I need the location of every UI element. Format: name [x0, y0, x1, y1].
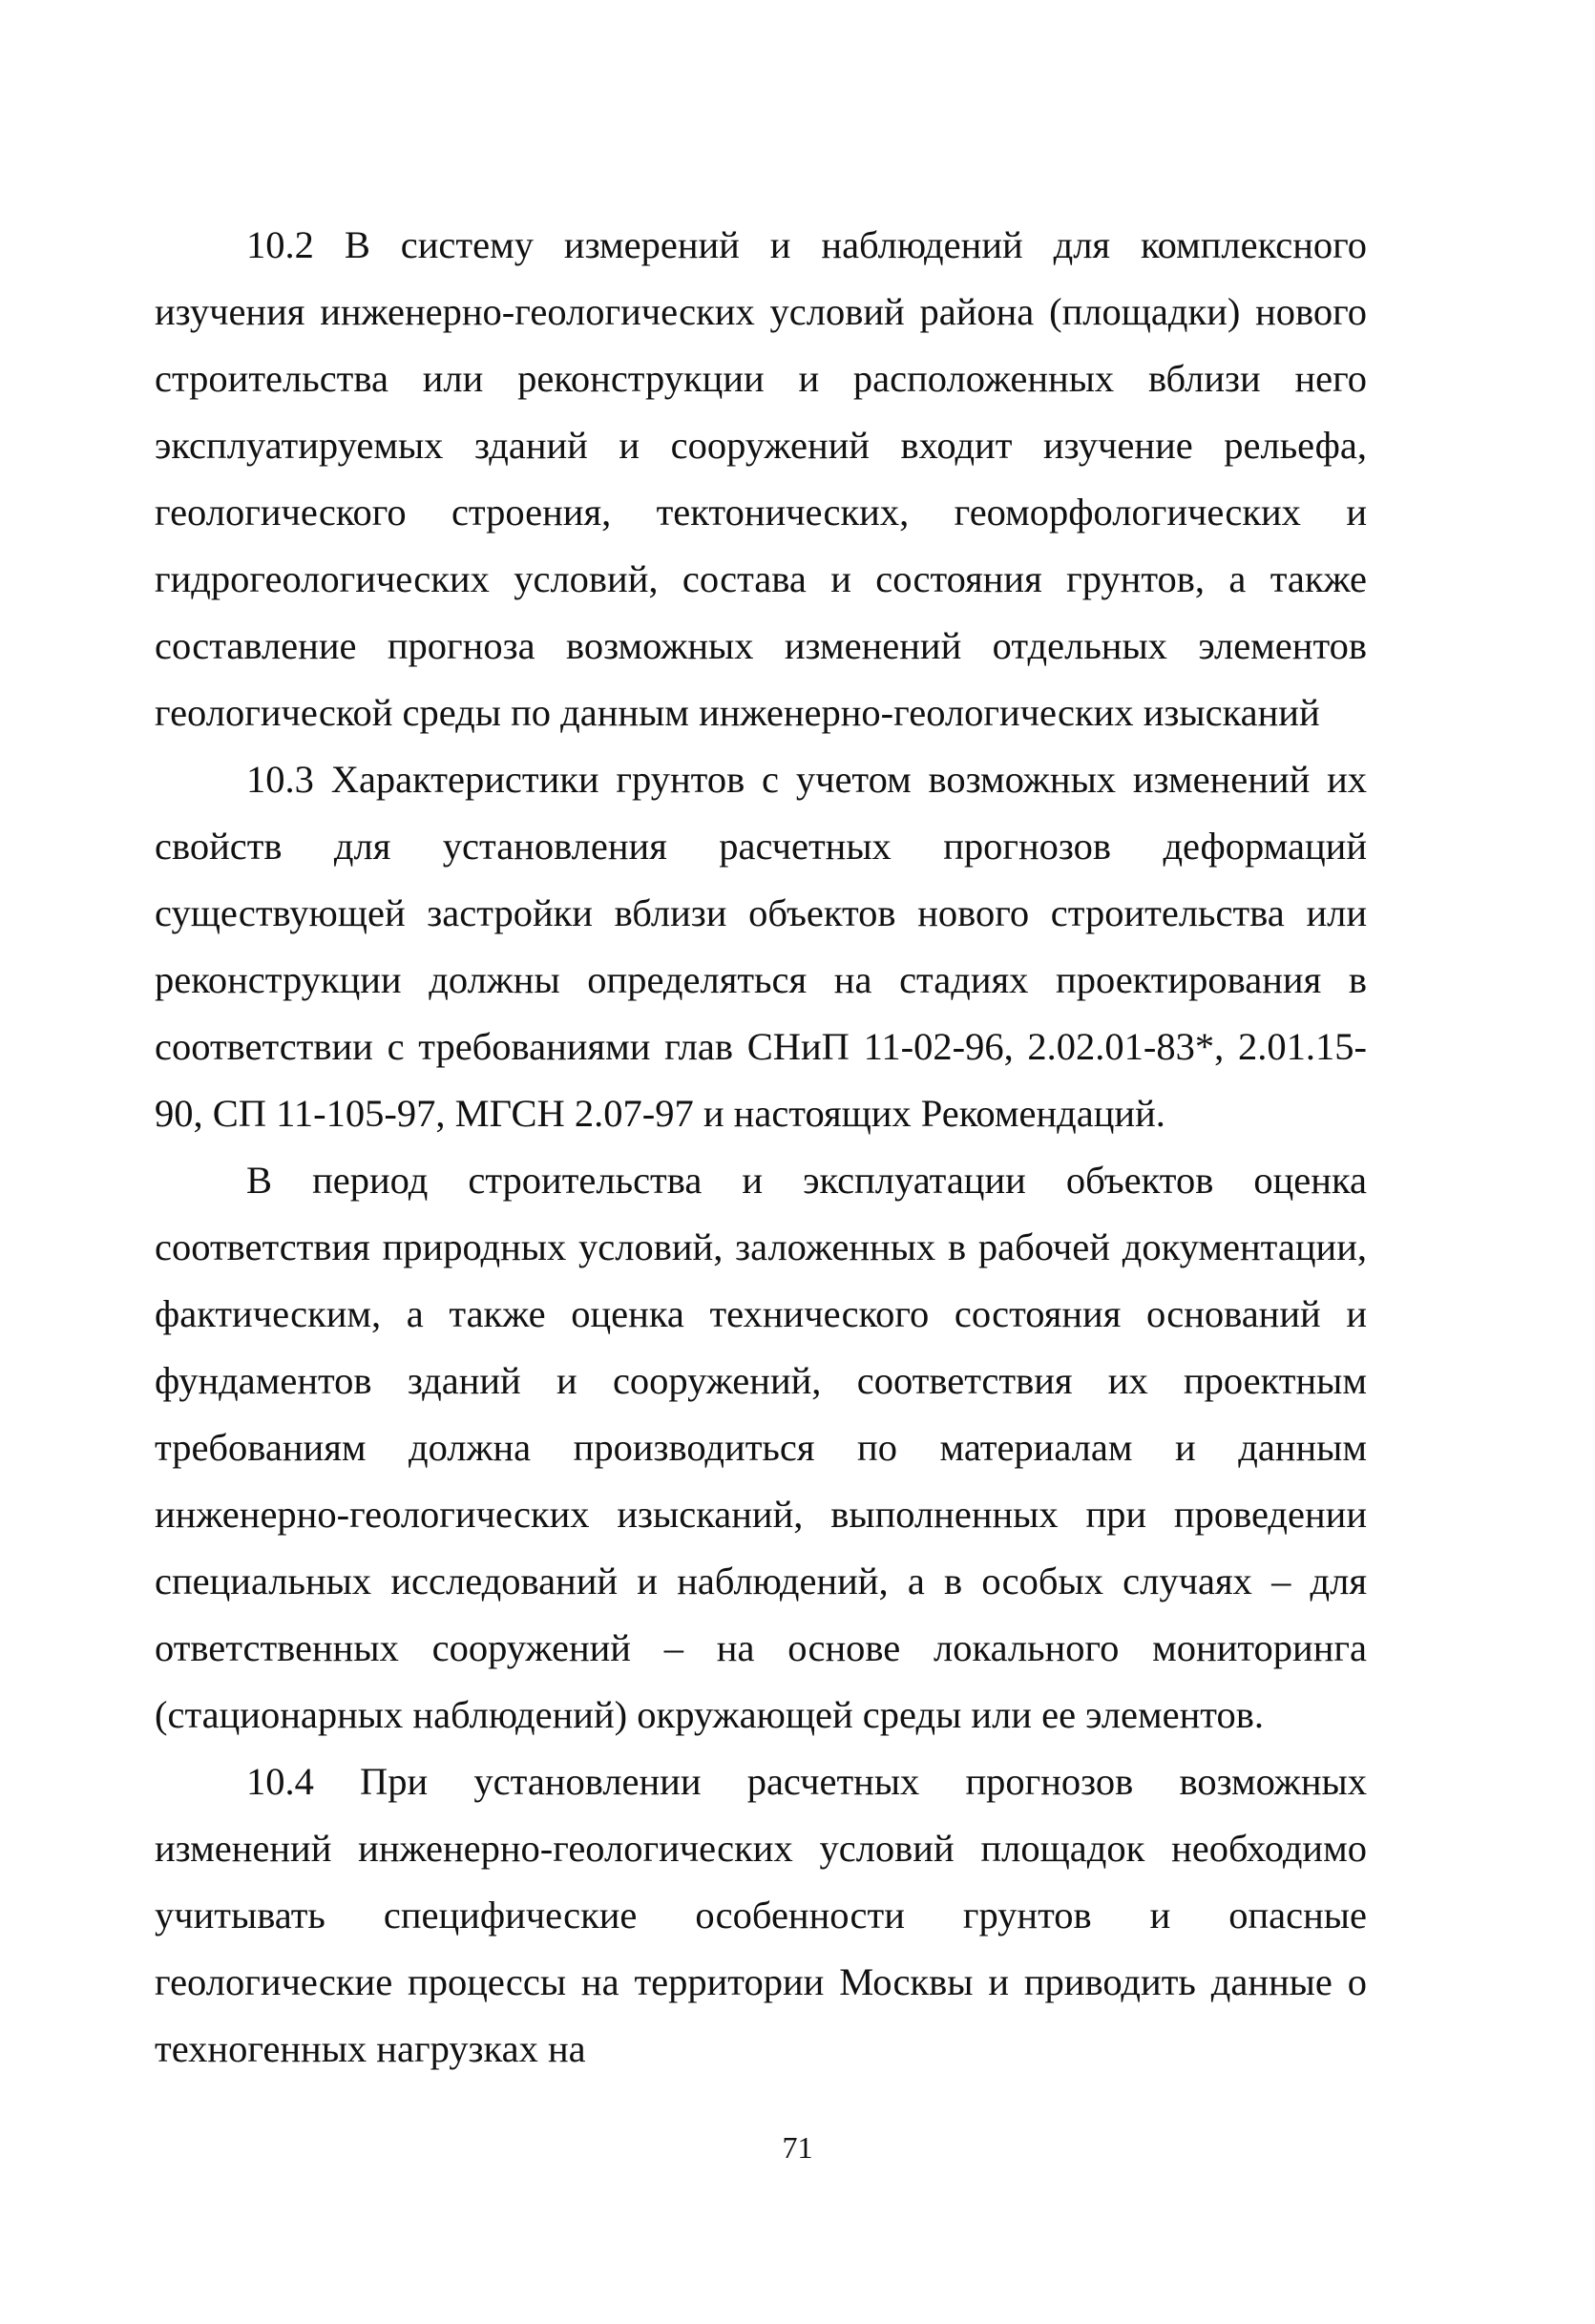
page-number: 71	[782, 2130, 813, 2165]
paragraph-10-4: 10.4 При установлении расчетных прогнозов возможных изменений инженерно-геологических условий площадок необходимо учитывать специфические особенности грунтов и опасные геологические процессы на территории Москвы и приводить данные о техногенных нагрузках на	[155, 1760, 1367, 2070]
body-text	[155, 212, 1367, 2083]
paragraph-10-3: 10.3 Характеристики грунтов с учетом возможных изменений их свойств для установления расчетных прогнозов деформаций существующей застройки вблизи объектов нового строительства или реконструкции должны определяться на стадиях проектирования в соответствии с требованиями глав СНиП 11-02-96, 2.02.01-83*, 2.01.15-90, СП 11-105-97, МГСН 2.07-97 и настоящих Рекомендаций.	[155, 758, 1367, 1135]
paragraph-construction-period: В период строительства и эксплуатации объектов оценка соответствия природных условий, заложенных в рабочей документации, фактическим, а также оценка технического состояния оснований и фундаментов зданий и сооружений, соответствия их проектным требованиям должна производиться по материалам и данным инженерно-геологических изысканий, выполненных при проведении специальных исследований и наблюдений, а в особых случаях – для ответственных сооружений – на основе локального мониторинга (стационарных наблюдений) окружающей среды или ее элементов.	[155, 1159, 1367, 1736]
paragraph-10-2: 10.2 В систему измерений и наблюдений для комплексного изучения инженерно-геологических условий района (площадки) нового строительства или реконструкции и расположенных вблизи него эксплуатируемых зданий и сооружений входит изучение рельефа, геологического строения, тектонических, геоморфологических и гидрогеологических условий, состава и состояния грунтов, а также составление прогноза возможных изменений отдельных элементов геологической среды по данным инженерно-геологических изысканий	[155, 223, 1367, 734]
